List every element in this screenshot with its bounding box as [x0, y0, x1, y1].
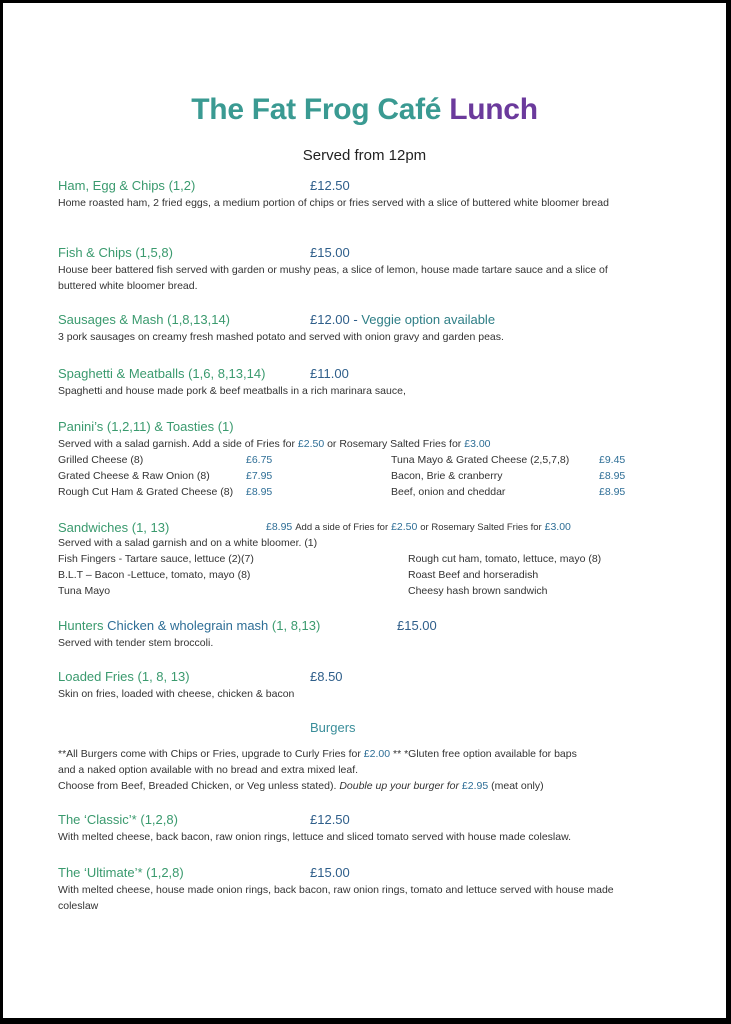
panini-heading: Panini’s (1,2,11) & Toasties (1)	[58, 419, 234, 434]
burgers-note-2: and a naked option available with no bread and extra mixed leaf.	[58, 764, 359, 776]
sandwich-right-1: Roast Beef and horseradish	[408, 569, 539, 581]
item-hunters-name: Hunters Chicken & wholegrain mash (1, 8,13)	[58, 618, 321, 633]
panini-left-2-price: £8.95	[246, 486, 273, 498]
item-classic-price: £12.50	[310, 812, 350, 827]
item-loaded-name: Loaded Fries (1, 8, 13)	[58, 669, 190, 684]
sandwich-left-1: B.L.T – Bacon -Lettuce, tomato, mayo (8)	[58, 569, 251, 581]
burgers-heading: Burgers	[310, 720, 356, 735]
item-ultimate-name: The ‘Ultimate’* (1,2,8)	[58, 865, 184, 880]
item-hunters-price: £15.00	[397, 618, 437, 633]
panini-right-1: Bacon, Brie & cranberry	[391, 470, 503, 482]
item-fish-name: Fish & Chips (1,5,8)	[58, 245, 173, 260]
item-ultimate-desc: With melted cheese, house made onion rings, back bacon, raw onion rings, tomato and lettuce served with house made coleslaw	[58, 884, 614, 912]
panini-left-1: Grated Cheese & Raw Onion (8)	[58, 470, 210, 482]
sandwich-left-0: Fish Fingers - Tartare sauce, lettuce (2)(7)	[58, 553, 254, 565]
panini-left-0-price: £6.75	[246, 454, 273, 466]
page-title: The Fat Frog Café Lunch	[191, 93, 538, 126]
item-ultimate-price: £15.00	[310, 865, 350, 880]
sandwich-left-2: Tuna Mayo	[58, 585, 111, 597]
item-ham-name: Ham, Egg & Chips (1,2)	[58, 178, 196, 193]
item-ham-price: £12.50	[310, 178, 350, 193]
panini-right-2: Beef, onion and cheddar	[391, 486, 506, 498]
item-loaded-price: £8.50	[310, 669, 343, 684]
item-loaded-desc: Skin on fries, loaded with cheese, chicken & bacon	[58, 688, 295, 700]
panini-right-1-price: £8.95	[599, 470, 626, 482]
item-spaghetti-price: £11.00	[310, 366, 349, 381]
menu-page	[3, 3, 726, 1018]
burgers-note-3: Choose from Beef, Breaded Chicken, or Veg unless stated). Double up your burger for £2.95 (meat only)	[58, 780, 544, 792]
panini-right-2-price: £8.95	[599, 486, 626, 498]
item-sausages-name: Sausages & Mash (1,8,13,14)	[58, 312, 231, 327]
sandwich-right-0: Rough cut ham, tomato, lettuce, mayo (8)	[408, 553, 602, 565]
item-sausages-price: £12.00 - Veggie option available	[310, 312, 496, 327]
sandwiches-price: £8.95 Add a side of Fries for £2.50 or Rosemary Salted Fries for £3.00	[266, 521, 571, 533]
sandwiches-intro: Served with a salad garnish and on a white bloomer. (1)	[58, 537, 318, 549]
sandwiches-heading: Sandwiches (1, 13)	[58, 520, 170, 535]
panini-right-0: Tuna Mayo & Grated Cheese (2,5,7,8)	[391, 454, 570, 466]
veggie-option-note: Veggie option available	[361, 312, 496, 327]
panini-intro: Served with a salad garnish. Add a side of Fries for £2.50 or Rosemary Salted Fries for £3.00	[58, 438, 491, 450]
item-ham-desc: Home roasted ham, 2 fried eggs, a medium portion of chips or fries served with a slice of buttered white bloomer bread	[58, 197, 609, 209]
item-spaghetti-name: Spaghetti & Meatballs (1,6, 8,13,14)	[58, 366, 266, 381]
burgers-note-1: **All Burgers come with Chips or Fries, upgrade to Curly Fries for £2.00 ** *Gluten free option available for baps	[58, 748, 577, 760]
panini-left-0: Grilled Cheese (8)	[58, 454, 144, 466]
served-from: Served from 12pm	[302, 147, 427, 164]
item-fish-desc: House beer battered fish served with garden or mushy peas, a slice of lemon, house made tartare sauce and a slice of buttered white bloomer bread.	[58, 264, 608, 292]
item-classic-desc: With melted cheese, back bacon, raw onion rings, lettuce and sliced tomato served with house made coleslaw.	[58, 831, 572, 843]
panini-right-0-price: £9.45	[599, 454, 626, 466]
panini-left-1-price: £7.95	[246, 470, 273, 482]
panini-left-2: Rough Cut Ham & Grated Cheese (8)	[58, 486, 234, 498]
item-classic-name: The ‘Classic’* (1,2,8)	[58, 812, 178, 827]
item-fish-price: £15.00	[310, 245, 350, 260]
item-spaghetti-desc: Spaghetti and house made pork & beef meatballs in a rich marinara sauce,	[58, 385, 406, 397]
item-sausages-desc: 3 pork sausages on creamy fresh mashed potato and served with onion gravy and garden peas.	[58, 331, 504, 343]
sandwich-right-2: Cheesy hash brown sandwich	[408, 585, 548, 597]
item-hunters-desc: Served with tender stem broccoli.	[58, 637, 214, 649]
